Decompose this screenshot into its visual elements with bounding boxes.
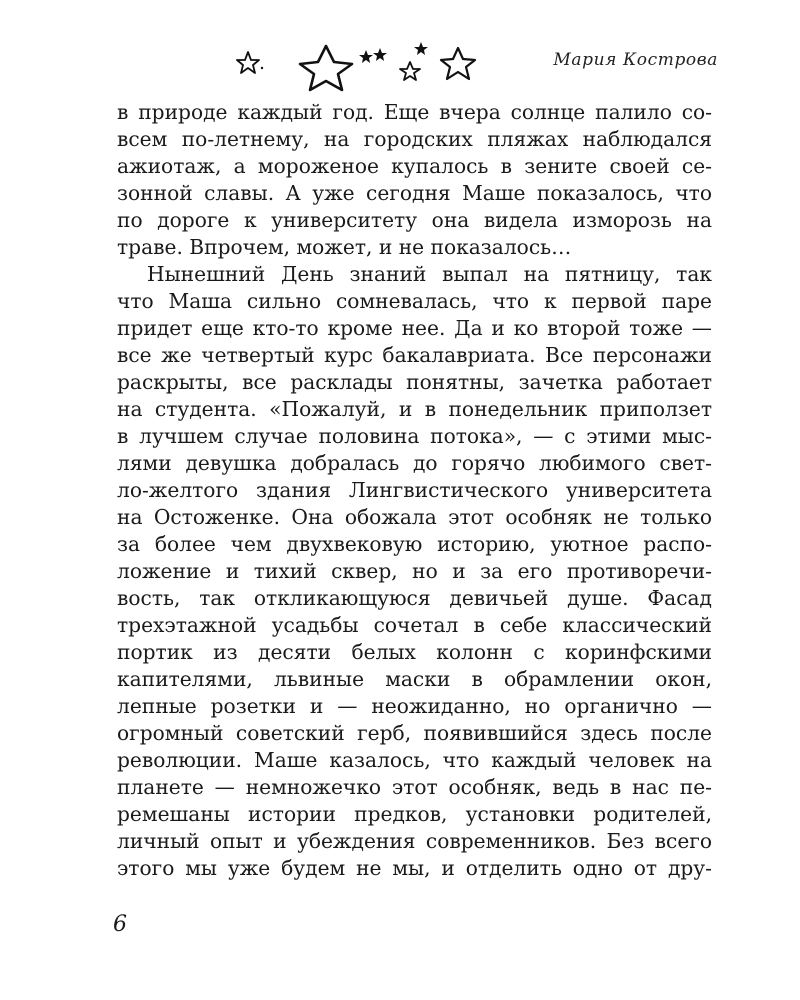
page-number: 6 <box>113 912 127 937</box>
text-line: планете — немножечко этот особняк, ведь в нас пе- <box>117 775 712 799</box>
text-line: лепные розетки и — неожиданно, но органично — <box>117 694 712 718</box>
text-line: лями девушка добралась до горячо любимого свет- <box>117 451 712 475</box>
text-line: портик из десяти белых колонн с коринфскими <box>117 640 712 664</box>
text-line: ажиотаж, а мороженое купалось в зените своей се- <box>117 154 712 178</box>
star-icon <box>237 52 263 73</box>
text-line: Нынешний День знаний выпал на пятницу, так <box>147 262 712 286</box>
text-line: в лучшем случае половина потока», — с этими мыс- <box>117 424 712 448</box>
text-line: что Маша сильно сомневалась, что к первой паре <box>117 289 712 313</box>
star-icon <box>359 50 373 63</box>
running-header-author: Мария Кострова <box>553 50 718 70</box>
text-line: траве. Впрочем, может, и не показалось… <box>117 235 572 259</box>
text-line: этого мы уже будем не мы, и отделить одно от дру- <box>117 856 712 880</box>
text-line: ло-желтого здания Лингвистического университета <box>117 478 712 502</box>
text-line: всем по-летнему, на городских пляжах наблюдался <box>117 127 712 151</box>
text-line: раскрыты, все расклады понятны, зачетка работает <box>117 370 712 394</box>
text-line: ремешаны истории предков, установки родителей, <box>117 802 712 826</box>
star-icon <box>400 62 420 80</box>
text-line: трехэтажной усадьбы сочетал в себе классический <box>117 613 712 637</box>
text-line: за более чем двухвековую историю, уютное распо- <box>117 532 712 556</box>
star-icon <box>441 48 475 79</box>
star-icon <box>414 42 428 55</box>
star-icon <box>300 46 352 90</box>
text-line: в природе каждый год. Еще вчера солнце палило со- <box>117 100 712 124</box>
text-line: на студента. «Пожалуй, и в понедельник приползет <box>117 397 712 421</box>
text-line: все же четвертый курс бакалавриата. Все персонажи <box>117 343 712 367</box>
text-line: вость, так откликающуюся девичьей душе. Фасад <box>117 586 712 610</box>
text-line: ложение и тихий сквер, но и за его противоречи- <box>117 559 712 583</box>
running-header <box>0 0 800 100</box>
text-line: личный опыт и убеждения современников. Без всего <box>117 829 712 853</box>
text-line: зонной славы. А уже сегодня Маше показалось, что <box>117 181 712 205</box>
text-line: на Остоженке. Она обожала этот особняк не только <box>117 505 712 529</box>
stars-ornament <box>228 38 498 94</box>
text-line: революции. Маше казалось, что каждый человек на <box>117 748 712 772</box>
text-line: по дороге к университету она видела изморозь на <box>117 208 712 232</box>
star-icon <box>373 48 387 61</box>
text-line: капителями, львиные маски в обрамлении окон, <box>117 667 712 691</box>
text-line: придет еще кто-то кроме нее. Да и ко второй тоже — <box>117 316 712 340</box>
text-line: огромный советский герб, появившийся здесь после <box>117 721 712 745</box>
body-text <box>117 99 712 882</box>
